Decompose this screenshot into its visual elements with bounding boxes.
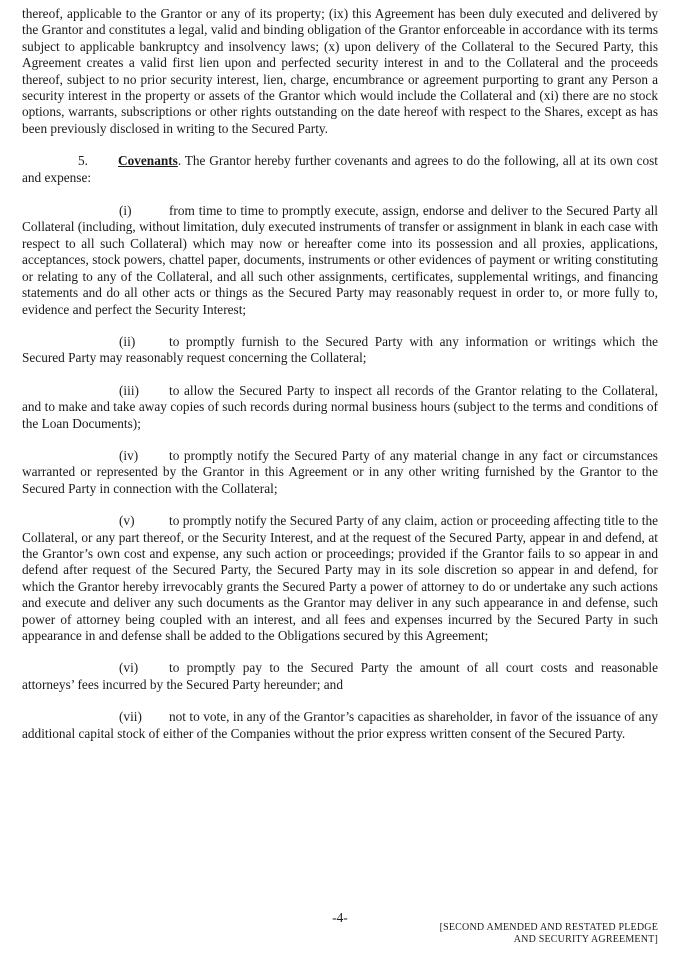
footer-legend-line1: [SECOND AMENDED AND RESTATED PLEDGE	[439, 922, 658, 933]
footer-legend-line2: AND SECURITY AGREEMENT]	[513, 934, 658, 945]
section-text: . The Grantor hereby further covenants and agrees to do the following, all at its own cost and expense:	[22, 153, 658, 185]
page-number: -4-	[332, 910, 348, 925]
clause-text: from time to time to promptly execute, assign, endorse and deliver to the Secured Party all Collateral (including, without limitation, duly executed instruments of transfer or assignment in blank in each case with respect to all such Collateral) which may now or hereafter come into its possession and all proxies, applications, acceptances, stock powers, chattel paper, documents, instruments or other evidences of payment or writing constituting or relating to any of the Collateral, and all such other assignments, certificates, supplemental writings, and financing statements and do all other acts or things as the Secured Party may reasonably request in order to, or more fully to, evidence and perfect the Security Interest;	[22, 203, 658, 317]
clause-number: (iv)	[119, 447, 139, 463]
clause-v	[22, 513, 658, 644]
intro-paragraph: thereof, applicable to the Grantor or any of its property; (ix) this Agreement has been duly executed and delivered by the Grantor and constitutes a legal, valid and binding obligation of the Grantor enforceable in accordance with its terms subject to applicable bankruptcy and insolvency laws; (x) upon delivery of the Collateral to the Secured Party, this Agreement creates a valid first lien upon and perfected security interest in and to the Collateral and the proceeds thereof, subject to no prior security interest, lien, charge, encumbrance or agreement purporting to grant any Person a security interest in the property or assets of the Grantor which would include the Collateral and (xi) there are no stock options, warrants, subscriptions or other rights outstanding on the date hereof with respect to the Shares, except as has been previously disclosed in writing to the Secured Party.	[22, 6, 658, 136]
clause-text: to promptly notify the Secured Party of any claim, action or proceeding affecting title to the Collateral, or any part thereof, or the Security Interest, and at the request of the Secured Party, appear in and defend, at the Grantor’s own cost and expense, any such action or proceedings; provided if the Grantor fails to so appear in and defend after request of the Secured Party, the Secured Party may in its sole discretion so appear in and defend, for which the Grantor hereby irrevocably grants the Secured Party a power of attorney to do or undertake any such actions and execute and deliver any such documents as the Grantor may deliver in any such appearance in and defense, such power of attorney being coupled with an interest, and all fees and expenses incurred by the Secured Party in such appearance in and defense shall be added to the Obligations secured by this Agreement;	[22, 513, 658, 643]
clause-vii	[22, 709, 658, 742]
footer-legend	[440, 922, 658, 946]
clause-text: to promptly notify the Secured Party of any material change in any fact or circumstances warranted or represented by the Grantor in this Agreement or in any other writing furnished by the Grantor to the Secured Party in connection with the Collateral;	[22, 447, 658, 496]
clause-number: (ii)	[119, 333, 136, 349]
clause-i	[22, 203, 658, 318]
clause-text: to promptly pay to the Secured Party the amount of all court costs and reasonable attorneys’ fees incurred by the Secured Party hereunder; and	[22, 660, 658, 692]
clause-iii	[22, 383, 658, 432]
clause-text: to promptly furnish to the Secured Party with any information or writings which the Secured Party may reasonably request concerning the Collateral;	[22, 333, 658, 366]
clause-number: (iii)	[119, 382, 139, 398]
clause-iv	[22, 448, 658, 497]
clause-number: (vii)	[119, 709, 142, 725]
clause-number: (i)	[119, 203, 132, 219]
clause-number: (v)	[119, 513, 135, 529]
document-body	[22, 6, 658, 758]
clause-ii	[22, 334, 658, 367]
section-covenants	[22, 153, 658, 186]
section-number: 5.	[78, 153, 88, 169]
clause-number: (vi)	[119, 660, 139, 676]
clause-text: to allow the Secured Party to inspect all records of the Grantor relating to the Collateral, and to make and take away copies of such records during normal business hours (subject to the terms and conditions of the Loan Documents);	[22, 382, 658, 431]
section-title: Covenants	[118, 153, 178, 169]
clause-vi	[22, 660, 658, 693]
clause-text: not to vote, in any of the Grantor’s capacities as shareholder, in favor of the issuance of any additional capital stock of either of the Companies without the prior express written consent of the Secured Party.	[22, 709, 658, 741]
